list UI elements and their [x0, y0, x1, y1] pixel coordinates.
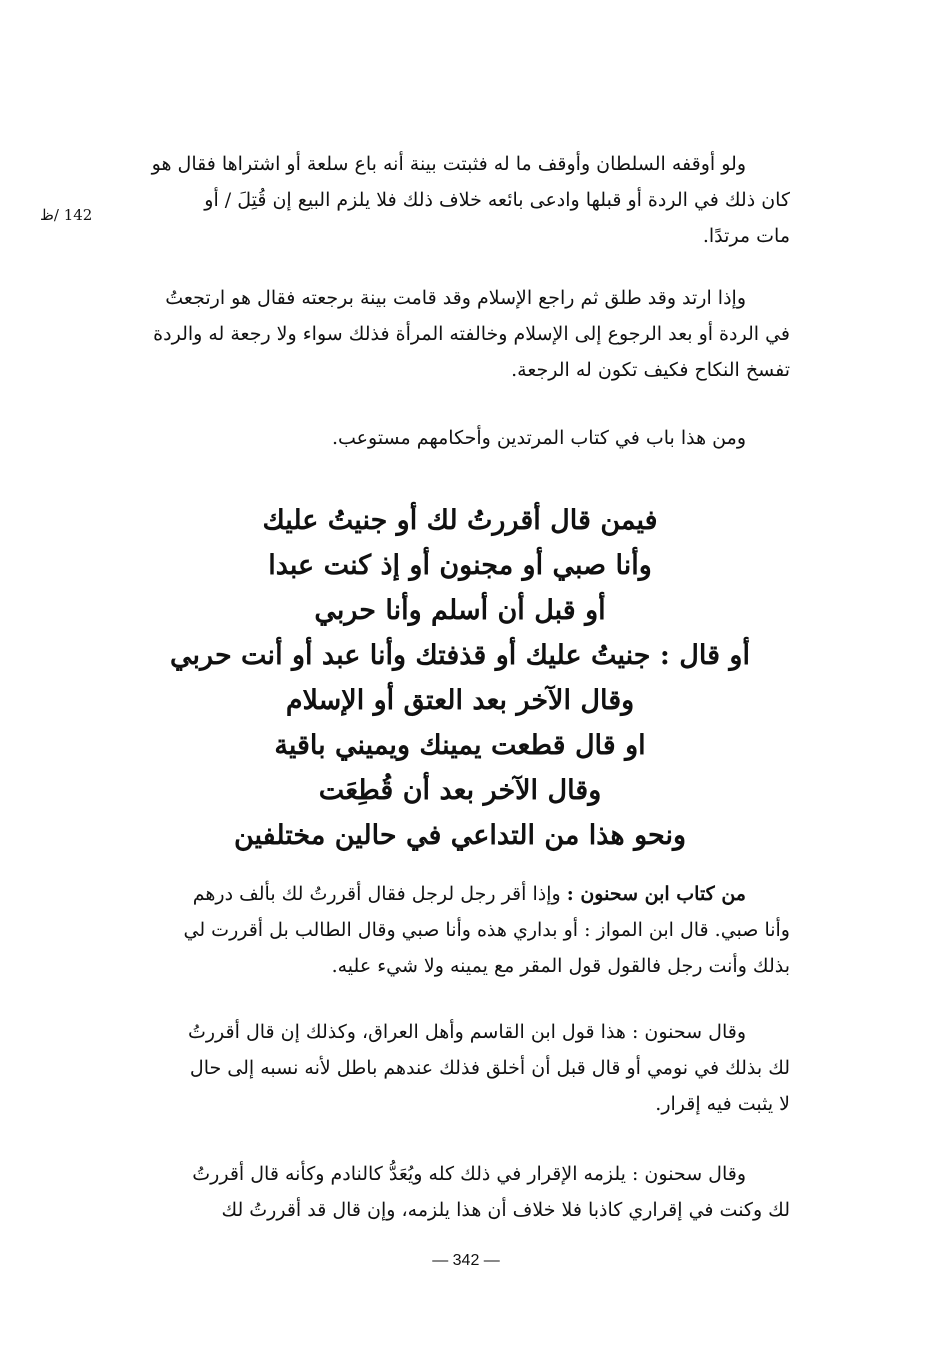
heading-line: أو قبل أن أسلم وأنا حربي: [314, 595, 606, 626]
paragraph-sahnun-opinion: [130, 1014, 790, 1122]
page-number: — 342 —: [432, 1252, 500, 1269]
text-line: في الردة أو بعد الرجوع إلى الإسلام وخالفته المرأة فذلك سواء ولا رجعة له والردة: [153, 323, 790, 345]
heading-line: وأنا صبي أو مجنون أو إذ كنت عبدا: [268, 550, 652, 581]
heading-line: او قال قطعت يمينك ويميني باقية: [274, 730, 646, 761]
text-line: وإذا ارتد وقد طلق ثم راجع الإسلام وقد قامت بينة برجعته فقال هو ارتجعتُ: [165, 287, 746, 309]
text-line: مات مرتدًا.: [702, 225, 790, 247]
text-line: كان ذلك في الردة أو قبلها وادعى بائعه خلاف ذلك فلا يلزم البيع إن قُتِلَ / أو: [204, 189, 790, 211]
text-line: لك بذلك في نومي أو قال قبل أن أخلق فذلك عندهم باطل لأنه نسبه إلى حال: [189, 1057, 790, 1079]
text-line: ولو أوقفه السلطان وأوقف ما له فثبتت بينة أنه باع سلعة أو اشتراها فقال هو: [151, 153, 746, 175]
text-line: وقال سحنون : يلزمه الإقرار في ذلك كله ويُعَدُّ كالنادم وكأنه قال أقررتُ: [192, 1163, 746, 1185]
heading-line: أو قال : جنيتُ عليك أو قذفتك وأنا عبد أو أنت حربي: [170, 640, 750, 671]
paragraph-chapter-reference: [120, 420, 790, 456]
paragraph-divorce-and-return: [120, 280, 790, 388]
paragraph-sale-during-apostasy: [120, 146, 790, 254]
paragraph-sahnun-second-opinion: [130, 1156, 790, 1228]
margin-folio-note: 142 /ظ: [40, 206, 93, 224]
text-run: وإذا أقر رجل لرجل فقال أقررتُ لك بألف درهم: [192, 883, 567, 905]
heading-line: وقال الآخر بعد أن قُطِعَت: [318, 775, 602, 806]
text-line: بذلك وأنت رجل فالقول قول المقر مع يمينه ولا شيء عليه.: [331, 955, 790, 977]
heading-line: وقال الآخر بعد العتق أو الإسلام: [285, 685, 635, 716]
text-line: تفسخ النكاح فكيف تكون له الرجعة.: [511, 359, 790, 381]
text-line: [130, 876, 790, 912]
text-line: لك وكنت في إقراري كاذبا فلا خلاف أن هذا يلزمه، وإن قال قد أقررتُ لك: [221, 1199, 790, 1221]
text-line: وقال سحنون : هذا قول ابن القاسم وأهل العراق، وكذلك إن قال أقررتُ: [188, 1021, 746, 1043]
text-line: ومن هذا باب في كتاب المرتدين وأحكامهم مستوعب.: [331, 427, 746, 449]
paragraph-ibn-sahnun-excerpt: [130, 876, 790, 984]
heading-line: ونحو هذا من التداعي في حالين مختلفين: [233, 820, 686, 851]
heading-line: فيمن قال أقررتُ لك أو جنيتُ عليك: [262, 505, 658, 536]
text-line: لا يثبت فيه إقرار.: [655, 1093, 790, 1115]
text-line: وأنا صبي. قال ابن المواز : أو بداري هذه وأنا صبي وقال الطالب بل أقررت لي: [183, 919, 790, 941]
source-label: من كتاب ابن سحنون :: [566, 883, 746, 905]
chapter-heading: [150, 498, 770, 858]
